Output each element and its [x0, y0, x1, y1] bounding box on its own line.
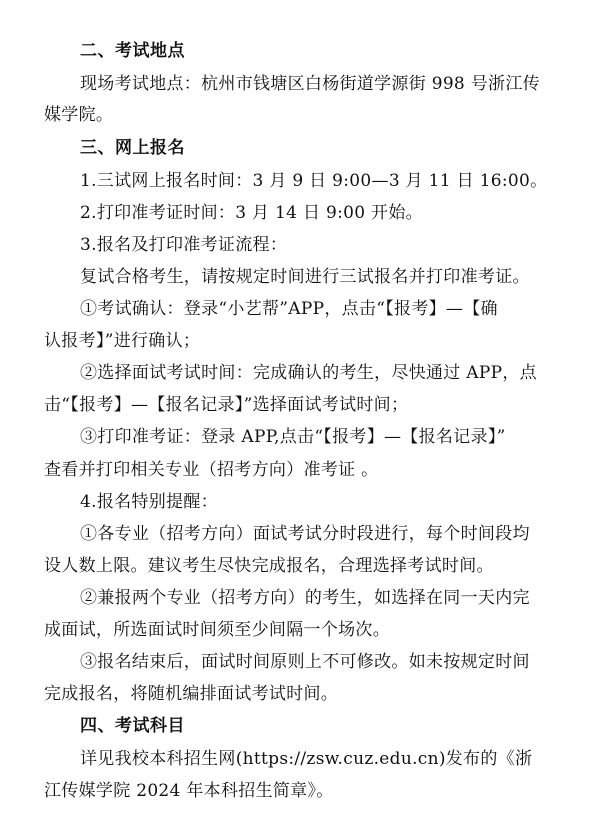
- paragraph-line: 现场考试地点：杭州市钱塘区白杨街道学源街 998 号浙江传: [80, 74, 540, 94]
- paragraph-line: ③打印准考证：登录 APP,点击“【报考】—【报名记录】”: [80, 427, 506, 447]
- paragraph-line: 3.报名及打印准考证流程：: [80, 235, 288, 255]
- paragraph-line: ①考试确认：登录“小艺帮”APP，点击“【报考】—【确: [80, 299, 498, 319]
- paragraph-line: 设人数上限。建议考生尽快完成报名，合理选择考试时间。: [44, 556, 494, 576]
- paragraph-line: 认报考】”进行确认；: [44, 331, 201, 351]
- paragraph-line: 复试合格考生，请按规定时间进行三试报名并打印准考证。: [80, 267, 530, 287]
- paragraph-line: ②选择面试考试时间：完成确认的考生，尽快通过 APP，点: [80, 363, 537, 383]
- section-heading-exam-subjects: 四、考试科目: [80, 716, 185, 736]
- paragraph-line: ①各专业（招考方向）面试考试分时段进行，每个时间段均: [80, 524, 530, 544]
- paragraph-line: 2.打印准考证时间：3 月 14 日 9:00 开始。: [80, 203, 423, 223]
- paragraph-line: 完成报名，将随机编排面试考试时间。: [44, 684, 339, 704]
- paragraph-line: 击“【报考】—【报名记录】”选择面试考试时间；: [44, 395, 409, 415]
- paragraph-line: 江传媒学院 2024 年本科招生简章》。: [44, 781, 334, 801]
- paragraph-line: 查看并打印相关专业（招考方向）准考证 。: [44, 460, 379, 480]
- paragraph-line: 1.三试网上报名时间：3 月 9 日 9:00—3 月 11 日 16:00。: [80, 171, 548, 191]
- paragraph-line: 成面试，所选面试时间须至少间隔一个场次。: [44, 620, 390, 640]
- section-heading-exam-location: 二、考试地点: [80, 41, 185, 61]
- paragraph-line: ③报名结束后，面试时间原则上不可修改。如未按规定时间: [80, 652, 530, 672]
- paragraph-line: 4.报名特别提醒：: [80, 492, 218, 512]
- paragraph-line: 媒学院。: [44, 105, 114, 125]
- section-heading-online-registration: 三、网上报名: [80, 138, 185, 158]
- paragraph-line: ②兼报两个专业（招考方向）的考生，如选择在同一天内完: [80, 588, 530, 608]
- paragraph-line: 详见我校本科招生网(https://zsw.cuz.edu.cn)发布的《浙: [80, 749, 533, 769]
